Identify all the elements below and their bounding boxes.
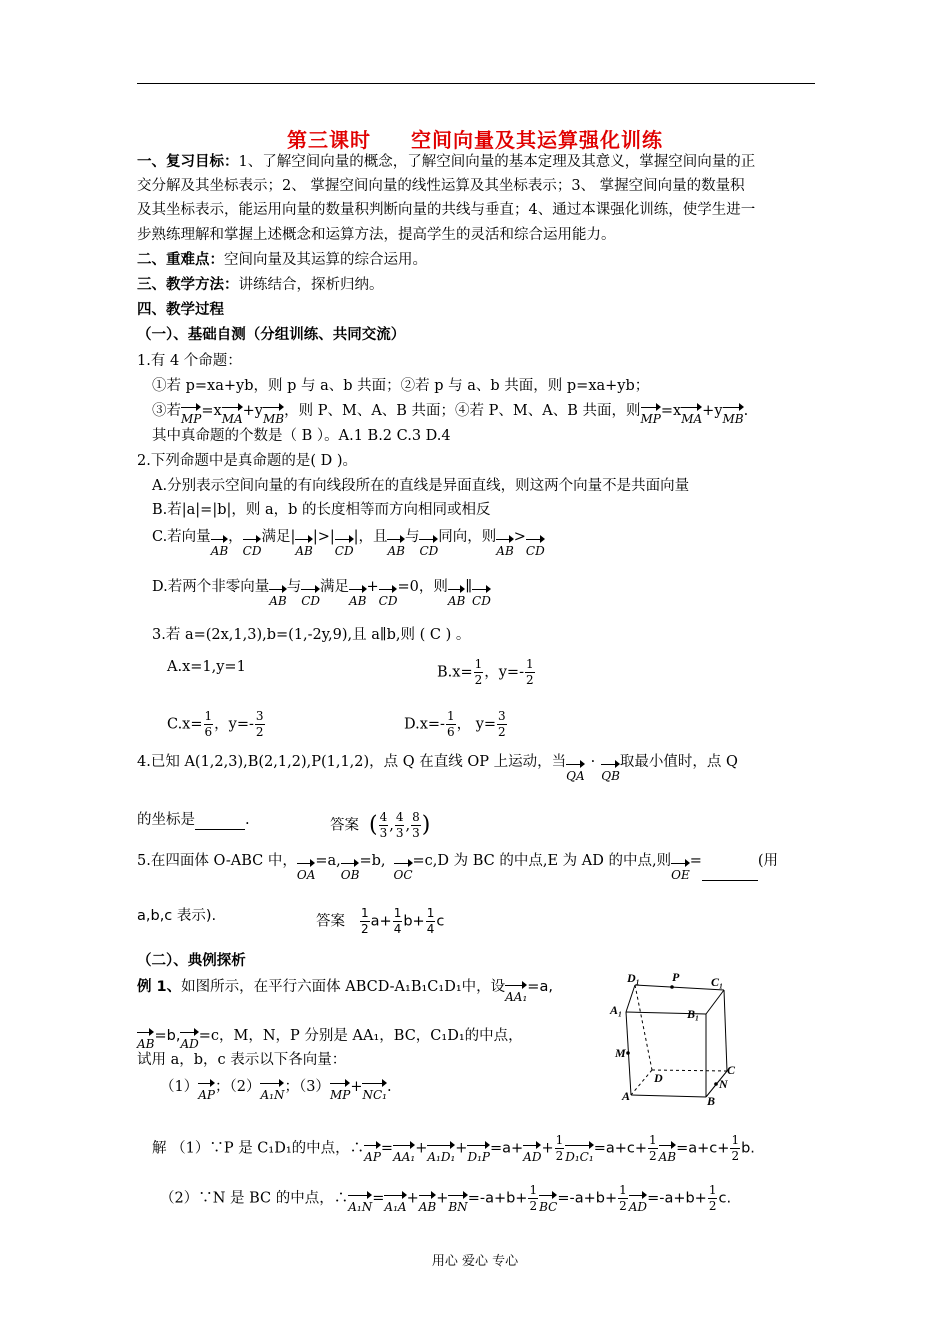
- method-label: 三、教学方法：: [137, 277, 239, 293]
- vec-ab: AB: [211, 534, 228, 557]
- q2-option-c: C.若向量AB，CD满足|AB|>|CD|，且AB与CD同向，则AB>CD: [152, 529, 545, 558]
- label-a: A: [622, 1089, 631, 1103]
- method-text: 讲练结合，探析归纳。: [238, 277, 384, 293]
- q5-line-1: 5.在四面体 O-ABC 中，OA=a,OB=b,OC=c,D 为 BC 的中点,E 为 AD 的中点,则OE= (用: [137, 853, 779, 882]
- label-p: P: [672, 970, 680, 984]
- fraction: $\frac{1}{2}$: [529, 1183, 538, 1213]
- q1-line-a: ①若 p=xa+yb，则 p 与 a、b 共面；②若 p 与 a、b 共面，则 p=xa+yb；: [152, 378, 650, 394]
- vec-ab: AB: [448, 584, 465, 607]
- answer-blank: [702, 880, 758, 881]
- edge-d-a: [631, 1070, 652, 1095]
- solution-line-2: （2）∵N 是 BC 的中点，∴A₁N=A₁A+AB+BN=-a+b+ $\frac{1}{2}$ BC=-a+b+ $\frac{1}{2}$ AD=-a+b+ $\frac{1}{2}$ c.: [160, 1183, 732, 1214]
- parallelepiped-figure: [608, 968, 748, 1108]
- q2-head: 2.下列命题中是真命题的是( D )。: [137, 453, 357, 469]
- vec-oa: OA: [297, 858, 316, 881]
- vec-ab: AB: [496, 534, 513, 557]
- ex1-line-3: 试用 a，b，c 表示以下各向量：: [137, 1052, 347, 1068]
- vec-cd: CD: [335, 534, 354, 557]
- vec-ap: AP: [364, 1140, 381, 1163]
- vec-d1p: D₁P: [467, 1140, 490, 1163]
- objectives-line-3: 及其坐标表示，能运用向量的数量积判断向量的共线与垂直；4、通过本课强化训练，使学生进一: [137, 202, 756, 218]
- q3-option-d: D.x=- $\frac{1}{6}$ ， y= $\frac{3}{2}$: [404, 709, 506, 739]
- vec-mp: MP: [641, 402, 661, 425]
- fraction: $\frac{1}{4}$: [426, 906, 435, 936]
- vec-d1c1: D₁C₁: [565, 1140, 593, 1163]
- vec-ma: MA: [222, 402, 243, 425]
- point-p: [670, 985, 674, 989]
- top-rule: [137, 83, 815, 84]
- subsection-1-heading: （一）、基础自测（分组训练、共同交流）: [137, 327, 406, 343]
- label-b1: B₁: [687, 1007, 700, 1021]
- page-title: [0, 124, 950, 153]
- fraction: $\frac{1}{2}$: [525, 657, 534, 687]
- ex1-line-4: （1）AP；（2）A₁N；（3）MP+NC₁.: [160, 1079, 392, 1102]
- vec-mp: MP: [330, 1078, 350, 1101]
- q1-head: 1.有 4 个命题：: [137, 353, 242, 369]
- label-m: M: [615, 1046, 626, 1060]
- edge-c1-b1: [706, 990, 724, 1014]
- key-points-text: 空间向量及其运算的综合运用。: [224, 252, 427, 268]
- vec-ab: AB: [269, 584, 286, 607]
- objectives-line-4: 步熟练理解和掌握上述概念和运算方法，提高学生的灵活和综合运用能力。: [137, 227, 616, 243]
- vec-qb: QB: [601, 759, 620, 782]
- fraction: $\frac{3}{2}$: [255, 709, 264, 739]
- vec-cd: CD: [472, 584, 491, 607]
- key-points: [137, 250, 427, 270]
- edge-a1-d1: [626, 985, 635, 1012]
- edge-d-c: [652, 1070, 727, 1071]
- vec-nc1: NC₁: [362, 1078, 387, 1101]
- label-n: N: [719, 1077, 728, 1091]
- vec-a1n: A₁N: [260, 1078, 284, 1101]
- vec-mb: MB: [723, 402, 744, 425]
- edge-a-b: [631, 1095, 706, 1097]
- q2-option-d: D.若两个非零向量AB与CD满足AB+CD=0，则AB∥CD: [152, 579, 491, 608]
- label-b: B: [707, 1094, 716, 1108]
- vec-cd: CD: [243, 534, 262, 557]
- objectives-label: 一、复习目标：: [137, 154, 239, 170]
- edge-c1-c: [724, 990, 727, 1071]
- page-footer: 用心 爱心 专心: [431, 1254, 519, 1269]
- title-topic: 空间向量及其运算强化训练: [411, 128, 663, 152]
- solution-line-1: 解 （1）∵P 是 C₁D₁的中点，∴AP=AA₁+A₁D₁+D₁P=a+AD+ $\frac{1}{2}$ D₁C₁=a+c+ $\frac{1}{2}$ AB=a+c+ $\frac{1}{2}$ b.: [152, 1133, 755, 1164]
- q2-option-b: B.若|a|=|b|，则 a，b 的长度相等而方向相同或相反: [152, 502, 491, 518]
- fraction: $\frac{1}{2}$: [731, 1133, 740, 1163]
- fraction: $\frac{3}{2}$: [498, 709, 506, 739]
- q3-head: 3.若 a=(2x,1,3),b=(1,-2y,9),且 a∥b,则 ( C ) 。: [152, 627, 471, 643]
- fraction: $\frac{1}{2}$: [708, 1183, 717, 1213]
- vec-ap: AP: [198, 1078, 215, 1101]
- fraction: $\frac{1}{4}$: [393, 906, 402, 936]
- vec-ab: AB: [419, 1190, 436, 1213]
- q5-line-2: a,b,c 表示).: [137, 908, 217, 924]
- ex1-line-2: AB=b,AD=c，M，N，P 分别是 AA₁，BC，C₁D₁的中点，: [137, 1028, 523, 1051]
- vec-bc: BC: [539, 1190, 557, 1213]
- q4-line-2: 的坐标是 .: [137, 812, 250, 828]
- vec-cd: CD: [379, 584, 398, 607]
- title-lesson: 第三课时: [287, 128, 371, 152]
- point-n: [714, 1082, 718, 1086]
- vec-ad: AD: [629, 1190, 647, 1213]
- vec-ob: OB: [341, 858, 360, 881]
- vec-ab: AB: [137, 1027, 154, 1050]
- label-d: D: [654, 1071, 663, 1085]
- fraction: $\frac{1}{2}$: [649, 1133, 657, 1163]
- q2-option-a: A.分别表示空间向量的有向线段所在的直线是异面直线，则这两个向量不是共面向量: [152, 478, 690, 494]
- label-c1: C₁: [711, 975, 724, 989]
- fraction: $\frac{4}{3}$: [395, 810, 404, 840]
- q3-option-b: B.x= $\frac{1}{2}$ ，y=- $\frac{1}{2}$: [437, 657, 534, 687]
- fraction: $\frac{1}{2}$: [555, 1133, 564, 1163]
- vec-cd: CD: [301, 584, 320, 607]
- vec-ab: AB: [387, 534, 404, 557]
- ex1-line-1: 例 1、如图所示，在平行六面体 ABCD-A₁B₁C₁D₁中，设AA₁=a,: [137, 979, 553, 1004]
- fraction: $\frac{1}{2}$: [619, 1183, 627, 1213]
- vec-mb: MB: [263, 402, 284, 425]
- q3-option-c: C.x= $\frac{1}{6}$ ，y=- $\frac{3}{2}$: [167, 709, 264, 739]
- objectives-line-1: [137, 152, 755, 172]
- objectives-text-1: 1、了解空间向量的概念，了解空间向量的基本定理及其意义，掌握空间向量的正: [238, 154, 756, 170]
- fraction: $\frac{1}{2}$: [361, 906, 369, 936]
- vec-ma: MA: [681, 402, 702, 425]
- fraction: $\frac{4}{3}$: [379, 810, 388, 840]
- vec-aa1: AA₁: [393, 1140, 415, 1163]
- vec-ab: AB: [659, 1140, 676, 1163]
- vec-cd: CD: [526, 534, 545, 557]
- q5-answer: 答案 $\frac{1}{2}$ a+ $\frac{1}{4}$ b+ $\frac{1}{4}$ c: [316, 906, 445, 936]
- vec-cd: CD: [419, 534, 438, 557]
- q3-option-a: A.x=1,y=1: [167, 659, 246, 675]
- fraction: $\frac{8}{3}$: [412, 810, 420, 840]
- vec-aa1: AA₁: [505, 980, 527, 1003]
- label-a1: A₁: [610, 1003, 623, 1017]
- q4-answer: 答案 ( $\frac{4}{3}$ , $\frac{4}{3}$ , $\frac{8}{3}$ ): [330, 810, 431, 840]
- fraction: $\frac{1}{6}$: [204, 709, 213, 739]
- label-c: C: [727, 1063, 736, 1077]
- vec-a1n: A₁N: [348, 1190, 372, 1213]
- answer-blank: [195, 829, 245, 830]
- vec-bn: BN: [448, 1190, 467, 1213]
- vec-mp: MP: [181, 402, 201, 425]
- method: [137, 275, 384, 295]
- q4-line-1: 4.已知 A(1,2,3),B(2,1,2),P(1,1,2)，点 Q 在直线 OP 上运动，当QA·QB取最小值时，点 Q: [137, 754, 738, 783]
- key-points-label: 二、重难点：: [137, 252, 224, 268]
- vec-qa: QA: [566, 759, 585, 782]
- vec-ab: AB: [295, 534, 312, 557]
- vec-oc: OC: [394, 858, 413, 881]
- vec-a1a: A₁A: [384, 1190, 406, 1213]
- subsection-2-heading: （二）、典例探析: [137, 953, 246, 969]
- q1-line-c: 其中真命题的个数是（ B ）。A.1 B.2 C.3 D.4: [152, 428, 451, 444]
- objectives-line-2: 交分解及其坐标表示；2、 掌握空间向量的线性运算及其坐标表示；3、 掌握空间向量的数量积: [137, 178, 745, 194]
- q1-line-b: ③若MP=xMA+yMB，则 P、M、A、B 共面；④若 P、M、A、B 共面，则MP=xMA+yMB.: [152, 403, 749, 426]
- vec-ab: AB: [349, 584, 366, 607]
- point-m: [626, 1051, 630, 1055]
- fraction: $\frac{1}{6}$: [446, 709, 455, 739]
- ex1-label: 例 1、: [137, 979, 182, 995]
- process-heading: 四、教学过程: [137, 302, 224, 318]
- vec-oe: OE: [671, 858, 690, 881]
- vec-ad: AD: [523, 1140, 541, 1163]
- label-d1: D₁: [627, 971, 640, 985]
- vec-a1d1: A₁D₁: [427, 1140, 455, 1163]
- vec-ad: AD: [180, 1027, 198, 1050]
- edge-d1-d: [635, 985, 652, 1070]
- fraction: $\frac{1}{2}$: [474, 657, 483, 687]
